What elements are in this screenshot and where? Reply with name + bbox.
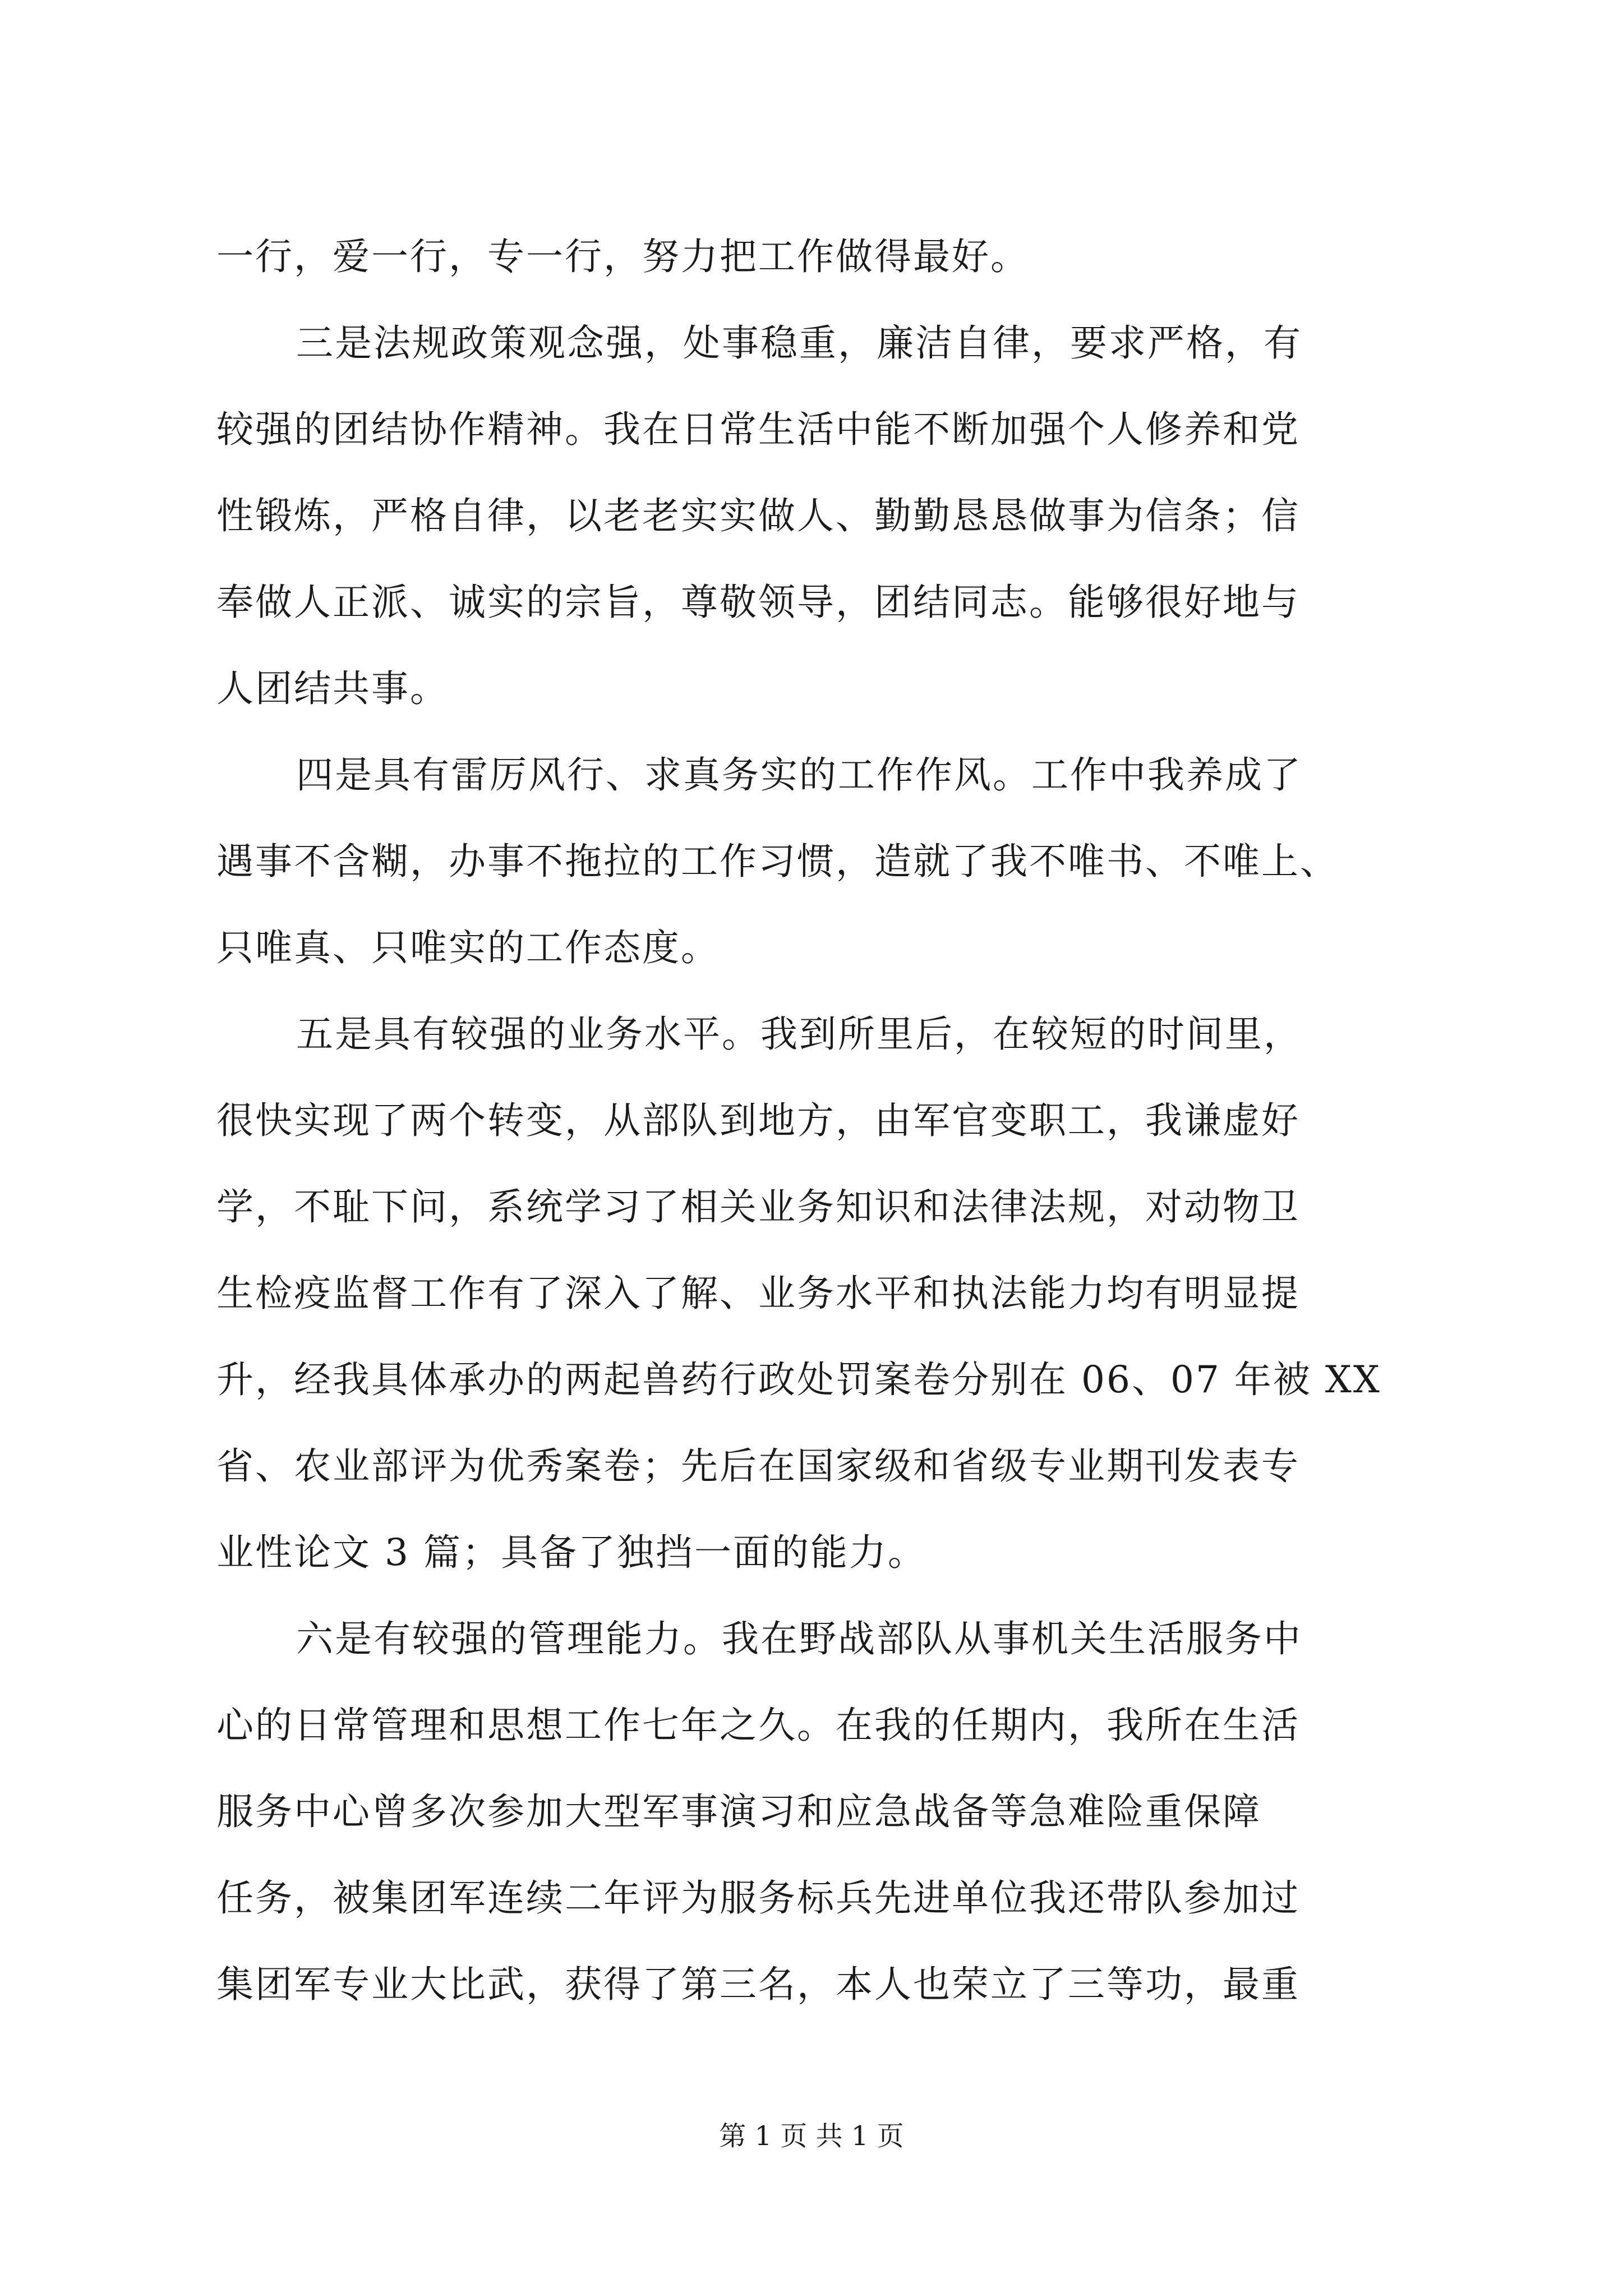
- page-number-label: 第 1 页 共 1 页: [719, 2120, 904, 2152]
- text-line: 五是具有较强的业务水平。我到所里后，在较短的时间里，: [296, 1013, 1302, 1056]
- text-line: 升，经我具体承办的两起兽药行政处罚案卷分别在 06、07 年被 XX: [216, 1358, 1381, 1401]
- text-line: 一行，爱一行，专一行，努力把工作做得最好。: [216, 235, 1029, 278]
- text-line: 奉做人正派、诚实的宗旨，尊敬领导，团结同志。能够很好地与: [216, 581, 1300, 624]
- text-line: 集团军专业大比武，获得了第三名，本人也荣立了三等功，最重: [216, 1963, 1300, 2006]
- text-line: 四是具有雷厉风行、求真务实的工作作风。工作中我养成了: [296, 753, 1302, 797]
- text-line: 生检疫监督工作有了深入了解、业务水平和执法能力均有明显提: [216, 1272, 1300, 1315]
- text-line: 人团结共事。: [216, 667, 449, 710]
- text-line: 学，不耻下问，系统学习了相关业务知识和法律法规，对动物卫: [216, 1185, 1300, 1228]
- text-line: 较强的团结协作精神。我在日常生活中能不断加强个人修养和党: [216, 408, 1300, 451]
- body-text: [216, 214, 1428, 2028]
- text-line: 性锻炼，严格自律，以老老实实做人、勤勤恳恳做事为信条；信: [216, 494, 1300, 537]
- text-line: 六是有较强的管理能力。我在野战部队从事机关生活服务中: [296, 1617, 1302, 1660]
- text-line: 服务中心曾多次参加大型军事演习和应急战备等急难险重保障: [216, 1790, 1261, 1833]
- text-line: 遇事不含糊，办事不拖拉的工作习惯，造就了我不唯书、不唯上、: [216, 840, 1339, 883]
- text-line: 心的日常管理和思想工作七年之久。在我的任期内，我所在生活: [216, 1704, 1300, 1747]
- text-line: 业性论文 3 篇；具备了独挡一面的能力。: [216, 1531, 926, 1574]
- text-line: 任务，被集团军连续二年评为服务标兵先进单位我还带队参加过: [216, 1876, 1300, 1920]
- page-footer: [0, 2119, 1623, 2153]
- text-line: 只唯真、只唯实的工作态度。: [216, 926, 720, 969]
- text-line: 三是法规政策观念强，处事稳重，廉洁自律，要求严格，有: [296, 321, 1302, 365]
- text-line: 很快实现了两个转变，从部队到地方，由军官变职工，我谦虚好: [216, 1099, 1300, 1142]
- text-line: 省、农业部评为优秀案卷；先后在国家级和省级专业期刊发表专: [216, 1444, 1300, 1488]
